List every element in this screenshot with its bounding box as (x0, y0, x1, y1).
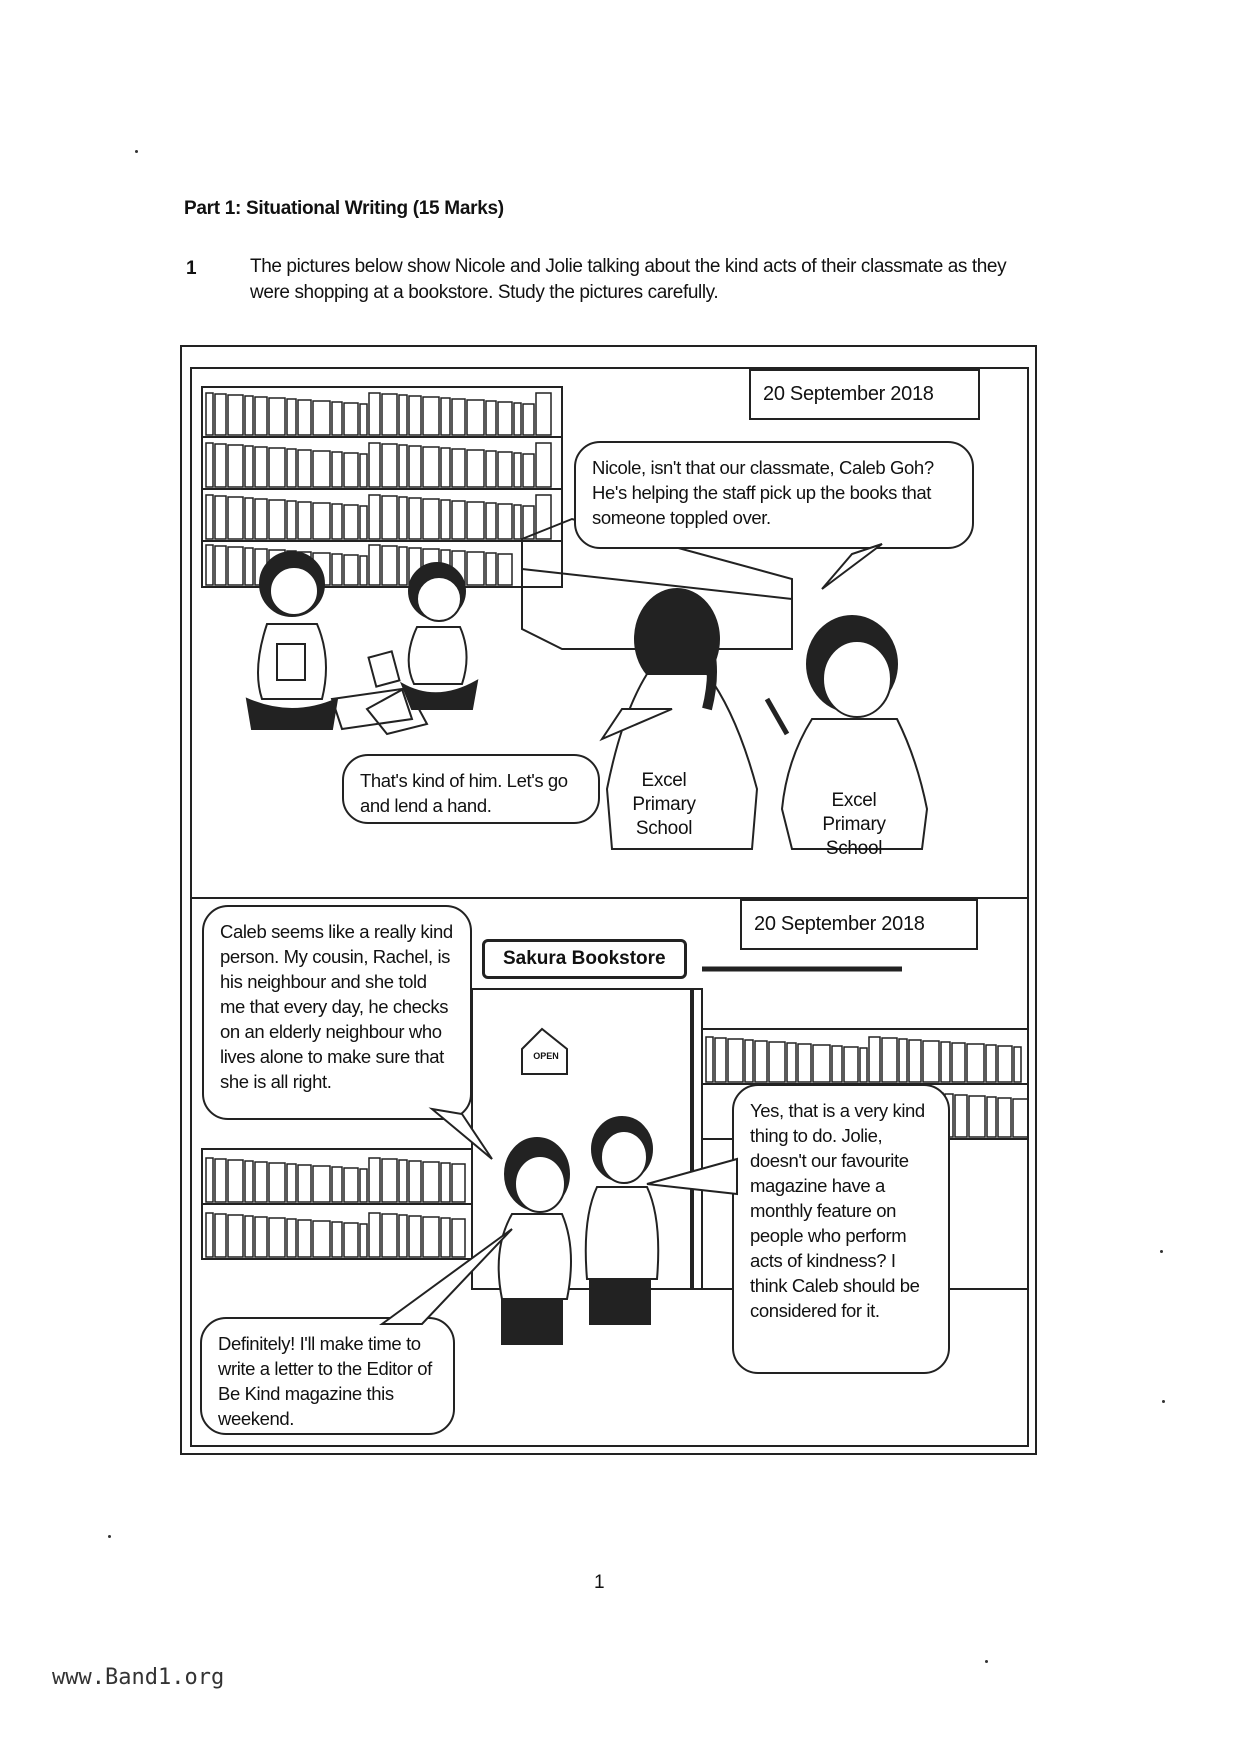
book-spine (344, 403, 358, 435)
book-spine (536, 443, 551, 487)
book-spine (369, 443, 380, 487)
book-spine (255, 447, 267, 487)
book-spine (382, 1159, 397, 1202)
book-spine (987, 1097, 996, 1137)
book-spine (899, 1039, 907, 1082)
book-spine (298, 400, 311, 435)
book-spine (245, 396, 253, 435)
book-spine (399, 445, 407, 487)
book-spine (399, 1215, 407, 1257)
book-spine (269, 1163, 285, 1202)
book-spine (514, 403, 521, 435)
book-spine (998, 1098, 1011, 1137)
book-spine (287, 449, 296, 487)
book-spine (313, 451, 330, 487)
book-spine (344, 1223, 358, 1257)
book-spine (313, 1166, 330, 1202)
book-spine (832, 1046, 842, 1082)
book-spine (255, 1162, 267, 1202)
book-spine (986, 1045, 996, 1082)
book-spine (423, 397, 439, 435)
book-spine (399, 497, 407, 539)
book-spine (228, 395, 243, 435)
book-spine (441, 1218, 450, 1257)
shirt-line: Excel (831, 790, 877, 811)
book-spine (467, 552, 484, 585)
book-spine (382, 394, 397, 435)
watermark: www.Band1.org (52, 1665, 225, 1690)
speech-text: Yes, that is a very kind thing to do. Jolie, doesn't our favourite magazine have a monthly feature on people who perform acts of kindness? I think Caleb should be considered for it. (750, 1100, 925, 1321)
book-spine (382, 546, 397, 585)
book-spine (498, 452, 512, 487)
book-spine (332, 1167, 342, 1202)
book-spine (514, 453, 521, 487)
book-spine (498, 402, 512, 435)
book-spine (882, 1038, 897, 1082)
store-sign (482, 939, 687, 979)
book-spine (969, 1096, 985, 1137)
book-spine (441, 1163, 450, 1202)
book-spine (332, 554, 342, 585)
book-spine (245, 548, 253, 585)
book-spine (706, 1037, 713, 1082)
book-spine (409, 446, 421, 487)
book-spine (486, 553, 496, 585)
book-spine (452, 1219, 465, 1257)
book-spine (228, 1215, 243, 1257)
speech-bubble-bottom (342, 754, 600, 824)
book-spine (409, 1216, 421, 1257)
book-spine (409, 498, 421, 539)
book-spine (769, 1042, 785, 1082)
book-spine (745, 1040, 753, 1082)
book-spine (255, 397, 267, 435)
book-spine (269, 448, 285, 487)
book-spine (452, 449, 465, 487)
speech-bubble-left (202, 905, 472, 1120)
book-spine (215, 444, 226, 487)
book-spine (909, 1040, 921, 1082)
book-spine (369, 495, 380, 539)
book-spine (360, 1169, 367, 1202)
question-number: 1 (186, 258, 197, 279)
book-spine (369, 545, 380, 585)
speech-text: Caleb seems like a really kind person. My cousin, Rachel, is his neighbour and she told me that every day, he checks on an elderly neighbour who lives alone to make sure that she is all right. (220, 921, 453, 1092)
book-spine (423, 1162, 439, 1202)
book-spine (206, 545, 213, 585)
store-name: Sakura Bookstore (503, 948, 666, 969)
book-spine (245, 446, 253, 487)
book-spine (360, 1224, 367, 1257)
book-spine (441, 398, 450, 435)
date-text: 20 September 2018 (754, 913, 925, 935)
book-spine (206, 443, 213, 487)
book-spine (245, 498, 253, 539)
book-spine (498, 554, 512, 585)
book-spine (206, 1213, 213, 1257)
book-spine (313, 503, 330, 539)
book-spine (755, 1041, 767, 1082)
book-spine (952, 1043, 965, 1082)
book-spine (467, 400, 484, 435)
book-spine (523, 454, 534, 487)
book-spine (360, 454, 367, 487)
book-spine (536, 393, 551, 435)
comic-panel-2 (190, 897, 1029, 1447)
book-spine (332, 1222, 342, 1257)
speech-bubble-top (574, 441, 974, 549)
book-spine (844, 1047, 858, 1082)
book-spine (423, 1217, 439, 1257)
shirt-logo-left (629, 769, 699, 841)
book-spine (486, 503, 496, 539)
book-spine (313, 401, 330, 435)
book-spine (787, 1043, 796, 1082)
book-spine (287, 1219, 296, 1257)
shirt-line: School (825, 838, 883, 859)
book-spine (941, 1042, 950, 1082)
book-spine (360, 556, 367, 585)
book-spine (313, 1221, 330, 1257)
book-spine (206, 1158, 213, 1202)
book-spine (369, 1158, 380, 1202)
book-spine (332, 402, 342, 435)
speech-text: Nicole, isn't that our classmate, Caleb Goh? He's helping the staff pick up the books that someone toppled over. (592, 457, 934, 528)
book-spine (798, 1044, 811, 1082)
book-spine (206, 393, 213, 435)
book-spine (486, 451, 496, 487)
book-spine (215, 394, 226, 435)
book-spine (382, 1214, 397, 1257)
book-spine (409, 396, 421, 435)
book-spine (344, 555, 358, 585)
book-spine (715, 1038, 726, 1082)
book-spine (441, 448, 450, 487)
page-number: 1 (594, 1572, 605, 1593)
book-spine (486, 401, 496, 435)
book-spine (228, 497, 243, 539)
book-spine (369, 1213, 380, 1257)
book-spine (344, 505, 358, 539)
comic-panel-1 (190, 367, 1029, 897)
date-box (749, 369, 980, 420)
open-sign (526, 1051, 566, 1061)
book-spine (287, 1164, 296, 1202)
book-spine (514, 505, 521, 539)
book-spine (344, 453, 358, 487)
book-spine (369, 393, 380, 435)
book-spine (360, 404, 367, 435)
book-spine (298, 1220, 311, 1257)
book-spine (467, 450, 484, 487)
date-box (740, 899, 978, 950)
book-spine (287, 399, 296, 435)
book-spine (441, 500, 450, 539)
speech-bubble-right (732, 1084, 950, 1374)
book-spine (228, 1160, 243, 1202)
book-spine (206, 495, 213, 539)
shirt-line: Excel (641, 770, 687, 791)
book-spine (452, 1164, 465, 1202)
book-spine (332, 452, 342, 487)
book-spine (298, 450, 311, 487)
book-spine (399, 395, 407, 435)
book-spine (332, 504, 342, 539)
shirt-line: School (635, 818, 693, 839)
comic-strip (180, 345, 1037, 1455)
part-heading: Part 1: Situational Writing (15 Marks) (184, 198, 504, 219)
book-spine (360, 506, 367, 539)
book-spine (215, 546, 226, 585)
book-spine (728, 1039, 743, 1082)
book-spine (382, 496, 397, 539)
book-spine (228, 445, 243, 487)
book-spine (269, 1218, 285, 1257)
book-spine (228, 547, 243, 585)
speech-text: Definitely! I'll make time to write a letter to the Editor of Be Kind magazine this weekend. (218, 1333, 432, 1429)
book-spine (255, 1217, 267, 1257)
book-spine (498, 504, 512, 539)
shirt-logo-right (814, 789, 894, 861)
book-spine (382, 444, 397, 487)
book-spine (399, 547, 407, 585)
book-spine (245, 1216, 253, 1257)
book-spine (860, 1048, 867, 1082)
book-spine (423, 499, 439, 539)
speech-bubble-bottom (200, 1317, 455, 1435)
book-spine (813, 1045, 830, 1082)
book-spine (245, 1161, 253, 1202)
date-text: 20 September 2018 (763, 383, 934, 405)
book-spine (215, 496, 226, 539)
book-spine (287, 501, 296, 539)
book-spine (1013, 1099, 1029, 1137)
book-spine (998, 1046, 1012, 1082)
shirt-line: Primary (632, 794, 696, 815)
book-spine (452, 399, 465, 435)
book-spine (215, 1159, 226, 1202)
speech-text: That's kind of him. Let's go and lend a hand. (360, 770, 568, 816)
book-spine (523, 404, 534, 435)
book-spine (923, 1041, 939, 1082)
shirt-line: Primary (822, 814, 886, 835)
book-spine (269, 500, 285, 539)
book-spine (344, 1168, 358, 1202)
book-spine (215, 1214, 226, 1257)
book-spine (452, 501, 465, 539)
book-spine (955, 1095, 967, 1137)
book-spine (1014, 1047, 1021, 1082)
book-spine (269, 398, 285, 435)
book-spine (255, 499, 267, 539)
book-spine (423, 447, 439, 487)
book-spine (869, 1037, 880, 1082)
book-spine (967, 1044, 984, 1082)
book-spine (409, 1161, 421, 1202)
book-spine (298, 502, 311, 539)
book-spine (298, 1165, 311, 1202)
open-sign-text: OPEN (533, 1051, 559, 1061)
book-spine (467, 502, 484, 539)
book-spine (399, 1160, 407, 1202)
question-text: The pictures below show Nicole and Jolie talking about the kind acts of their classmate as they were shopping at a bookstore. Study the pictures carefully. (250, 256, 1007, 303)
